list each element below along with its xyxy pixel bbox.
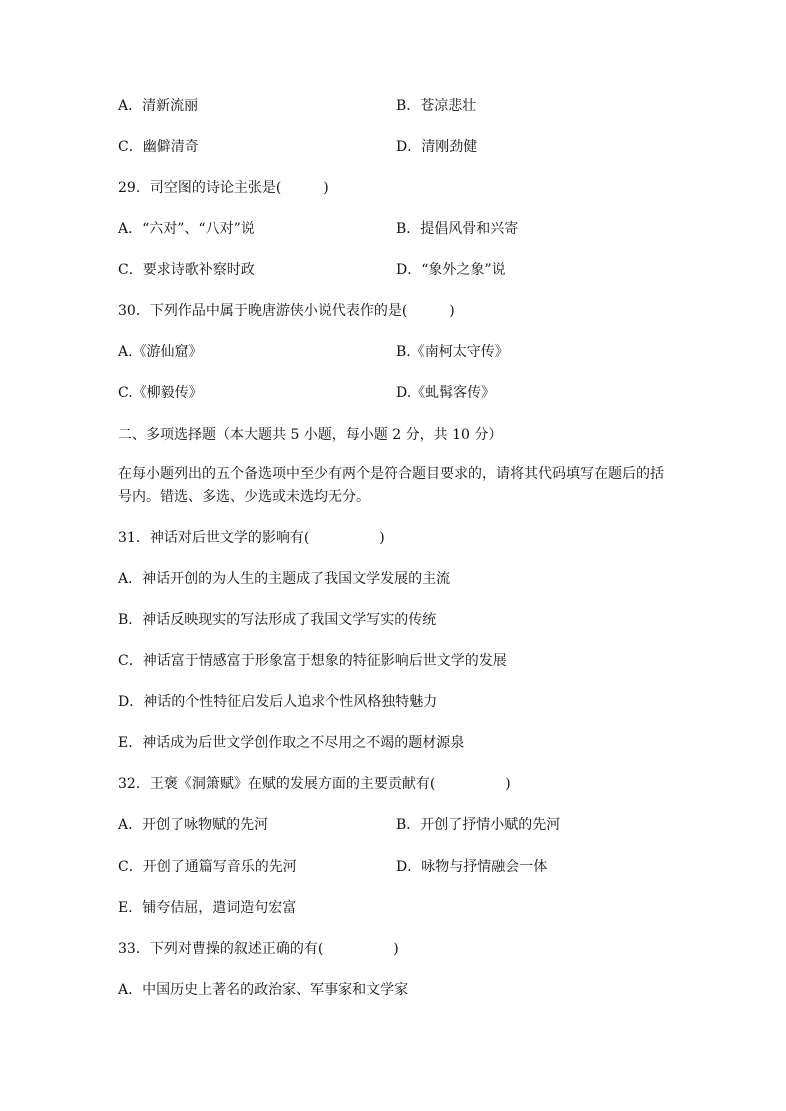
q31-option-c: C．神话富于情感富于形象富于想象的特征影响后世文学的发展 [118, 653, 507, 669]
q28-option-b: B．苍凉悲壮 [396, 98, 477, 114]
q31-option-e: E．神话成为后世文学创作取之不尽用之不竭的题材源泉 [118, 735, 465, 751]
section-instructions: 在每小题列出的五个备选项中至少有两个是符合题目要求的，请将其代码填写在题后的括号内。错选、多选、少选或未选均无分。 [118, 466, 664, 505]
q31-option-b: B．神话反映现实的写法形成了我国文学写实的传统 [118, 612, 437, 628]
q28-option-a: A．清新流丽 [118, 98, 199, 114]
q28-option-c: C．幽僻清奇 [118, 139, 199, 155]
q33-stem: 33．下列对曹操的叙述正确的有( ) [118, 941, 399, 957]
q30-option-b: B.《南柯太守传》 [396, 344, 509, 360]
q32-option-b: B．开创了抒情小赋的先河 [396, 817, 561, 833]
q32-option-e: E．铺夸佶屈，遣词造句宏富 [118, 900, 297, 916]
q30-option-a: A.《游仙窟》 [118, 344, 203, 360]
q31-stem: 31．神话对后世文学的影响有( ) [118, 530, 385, 546]
q30-stem: 30．下列作品中属于晚唐游侠小说代表作的是( ) [118, 303, 455, 319]
q29-option-c: C．要求诗歌补察时政 [118, 262, 255, 278]
q32-stem: 32．王褒《洞箫赋》在赋的发展方面的主要贡献有( ) [118, 776, 511, 792]
q29-option-d: D．“象外之象”说 [396, 262, 506, 278]
q28-option-d: D．清刚劲健 [396, 139, 478, 155]
q32-option-d: D．咏物与抒情融会一体 [396, 859, 548, 875]
q29-stem: 29．司空图的诗论主张是( ) [118, 180, 329, 196]
q31-option-a: A．神话开创的为人生的主题成了我国文学发展的主流 [118, 571, 451, 587]
q32-option-c: C．开创了通篇写音乐的先河 [118, 859, 297, 875]
q29-option-b: B．提倡风骨和兴寄 [396, 221, 519, 237]
q32-option-a: A．开创了咏物赋的先河 [118, 817, 269, 833]
q29-option-a: A．“六对”、“八对”说 [118, 221, 255, 237]
section-heading: 二、多项选择题（本大题共 5 小题，每小题 2 分，共 10 分） [118, 427, 503, 443]
q30-option-d: D.《虬髯客传》 [396, 385, 496, 401]
q33-option-a: A．中国历史上著名的政治家、军事家和文学家 [118, 982, 409, 998]
q30-option-c: C.《柳毅传》 [118, 385, 203, 401]
q31-option-d: D．神话的个性特征启发后人追求个性风格独特魅力 [118, 694, 438, 710]
